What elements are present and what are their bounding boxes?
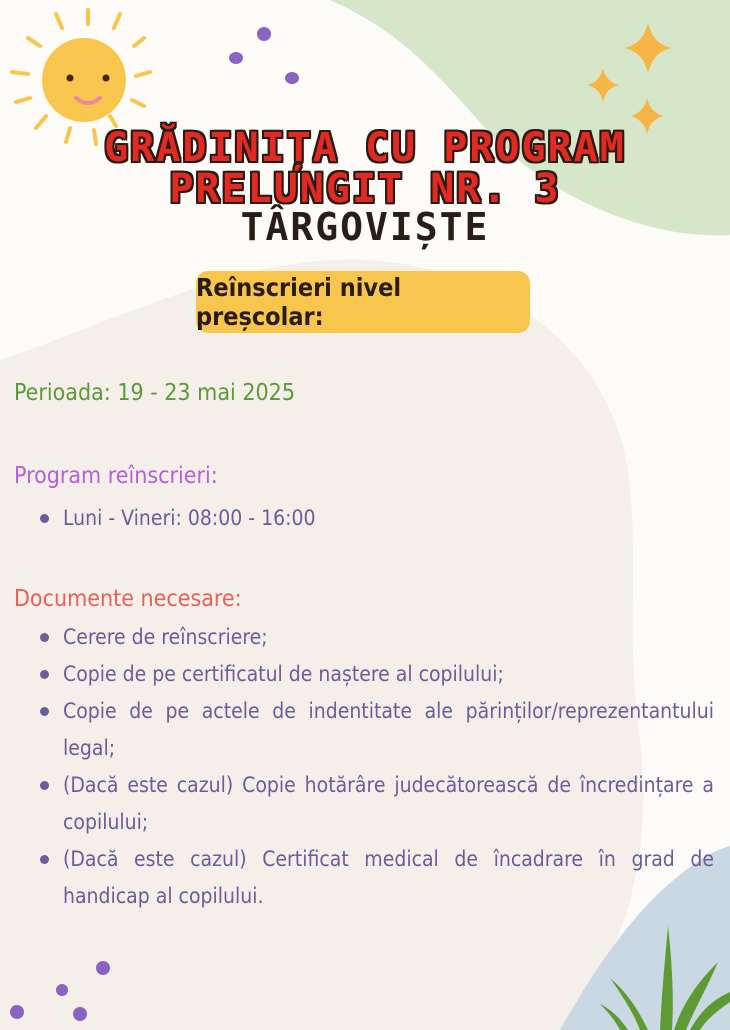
city-name: TÂRGOVIȘTE: [240, 205, 490, 249]
period-line: Perioada: 19 - 23 mai 2025: [14, 380, 295, 406]
list-item: Luni - Vineri: 08:00 - 16:00: [14, 500, 714, 537]
kindergarten-name-line1: GRĂDINIȚA CU PROGRAM: [104, 125, 626, 171]
list-item: Copie de pe certificatul de naștere al copilului;: [14, 656, 714, 693]
list-item: Copie de pe actele de indentitate ale părinților/reprezentantului legal;: [14, 693, 714, 767]
list-item: (Dacă este cazul) Copie hotărâre judecătorească de încredințare a copilului;: [14, 767, 714, 841]
sun-icon: [12, 10, 150, 144]
kindergarten-name-line2: PRELUNGIT NR. 3: [169, 166, 561, 212]
list-item: (Dacă este cazul) Certificat medical de încadrare în grad de handicap al copilului.: [14, 841, 714, 915]
documents-heading: Documente necesare:: [14, 586, 242, 612]
schedule-list: [14, 500, 714, 537]
list-item: Cerere de reînscriere;: [14, 619, 714, 656]
documents-list: [14, 619, 714, 915]
enrollment-banner-text: Reînscrieri nivel preșcolar:: [196, 273, 402, 331]
schedule-heading: Program reînscrieri:: [14, 463, 218, 489]
enrollment-banner: [196, 271, 530, 333]
